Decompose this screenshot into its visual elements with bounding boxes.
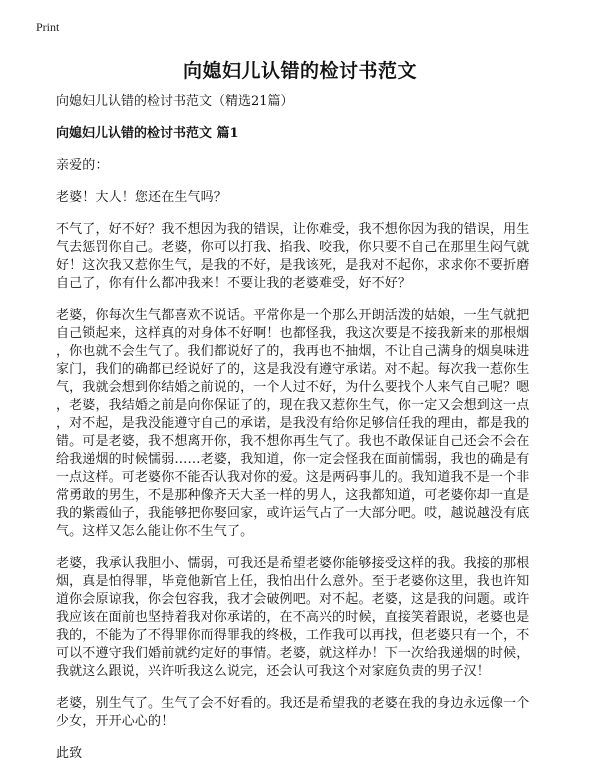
paragraph-line: 亲爱的：: [56, 158, 109, 173]
paragraph-line: 老婆，你每次生气都喜欢不说话。平常你是一个那么开朗活泼的姑娘，一生气就把: [56, 308, 530, 323]
paragraph-line: ，老婆，我结婚之前是向你保证了的，现在我又惹你生气，你一定又会想到这一点: [56, 398, 530, 413]
paragraph-line: 气去惩罚你自己。老婆，你可以打我、掐我、咬我，你只要不自己在那里生闷气就: [56, 240, 530, 255]
paragraph-line: 气，我就会想到你结婚之前说的，一个人过不好，为什么要找个人来气自己呢？嗯: [56, 380, 530, 395]
body-paragraph: [56, 745, 570, 763]
paragraph-line: ，你也就不会生气了。我们都说好了的，我再也不抽烟，不让自己满身的烟臭味进: [56, 344, 530, 359]
paragraph-line: 我的紫霞仙子，我能够把你娶回家，或许运气占了一大部分吧。哎，越说越没有底: [56, 506, 530, 521]
paragraph-line: 好！这次我又惹你生气，是我的不好，是我该死，是我对不起你，求求你不要折磨: [56, 258, 530, 273]
body-paragraph: [56, 221, 570, 293]
paragraph-line: 自己锁起来，这样真的对身体不好啊！也都怪我，我这次要是不接我新来的那根烟: [56, 326, 530, 341]
document-subtitle: 向媳妇儿认错的检讨书范文（精选21篇）: [56, 94, 294, 109]
paragraph-line: 少女，开开心心的！: [56, 714, 175, 729]
paragraph-line: 烟，真是怕得罪，毕竟他新官上任，我怕出什么意外。至于老婆你这里，我也许知: [56, 574, 530, 589]
paragraph-line: 自己了，你有什么都冲我来！不要让我的老婆难受，好不好？: [56, 276, 412, 291]
paragraph-line: 不气了，好不好？我不想因为我的错误，让你难受，我不想你因为我的错误，用生: [56, 222, 530, 237]
print-link[interactable]: Print: [36, 20, 60, 34]
body-paragraph: [56, 695, 570, 731]
paragraph-line: 道你会原谅我，你会包容我，我才会破例吧。对不起。老婆，这是我的问题。或许: [56, 592, 530, 607]
paragraph-line: 错。可是老婆，我不想离开你，我不想你再生气了。我也不敢保证自己还会不会在: [56, 434, 530, 449]
paragraph-list: [56, 157, 570, 763]
paragraph-line: 气。这样又怎么能让你不生气了。: [56, 524, 254, 539]
body-paragraph: [56, 555, 570, 681]
paragraph-line: 一点这样。可老婆你不能否认我对你的爱。这是两码事儿的。我知道我不是一个非: [56, 470, 530, 485]
paragraph-line: 此致: [56, 746, 83, 761]
paragraph-line: 家门，我们的确都已经说好了的，这是我没有遵守承诺。对不起。每次我一惹你生: [56, 362, 530, 377]
body-paragraph: [56, 189, 570, 207]
paragraph-line: 我的，不能为了不得罪你而得罪我的终极，工作我可以再找，但老婆只有一个，不: [56, 628, 530, 643]
paragraph-line: 我应该在面前也坚持着我对你承诺的，在不高兴的时候，直接笑着跟说，老婆也是: [56, 610, 530, 625]
body-paragraph: [56, 307, 570, 541]
body-paragraph: [56, 157, 570, 175]
paragraph-line: 老婆，别生气了。生气了会不好看的。我还是希望我的老婆在我的身边永远像一个: [56, 696, 530, 711]
paragraph-line: 给我递烟的时候懦弱……老婆，我知道，你一定会怪我在面前懦弱，我也的确是有: [56, 452, 530, 467]
paragraph-line: 老婆，我承认我胆小、懦弱，可我还是希望老婆你能够接受这样的我。我接的那根: [56, 556, 530, 571]
document-title: 向媳妇儿认错的检讨书范文: [182, 60, 417, 82]
paragraph-line: ，对不起，是我没能遵守自己的承诺，是我没有给你足够信任我的理由，都是我的: [56, 416, 530, 431]
paragraph-line: 老婆！大人！您还在生气吗？: [56, 190, 227, 205]
paragraph-line: 我就这么跟说，兴许听我这么说完，还会认可我这个对家庭负责的男子汉！: [56, 664, 490, 679]
paragraph-line: 常勇敢的男生，不是那种像齐天大圣一样的男人，这我都知道，可老婆你却一直是: [56, 488, 530, 503]
document-body: [56, 93, 570, 763]
section-heading: 向媳妇儿认错的检讨书范文 篇1: [56, 126, 239, 141]
paragraph-line: 可以不遵守我们婚前就约定好的事情。老婆，就这样办！下一次给我递烟的时候，: [56, 646, 530, 661]
